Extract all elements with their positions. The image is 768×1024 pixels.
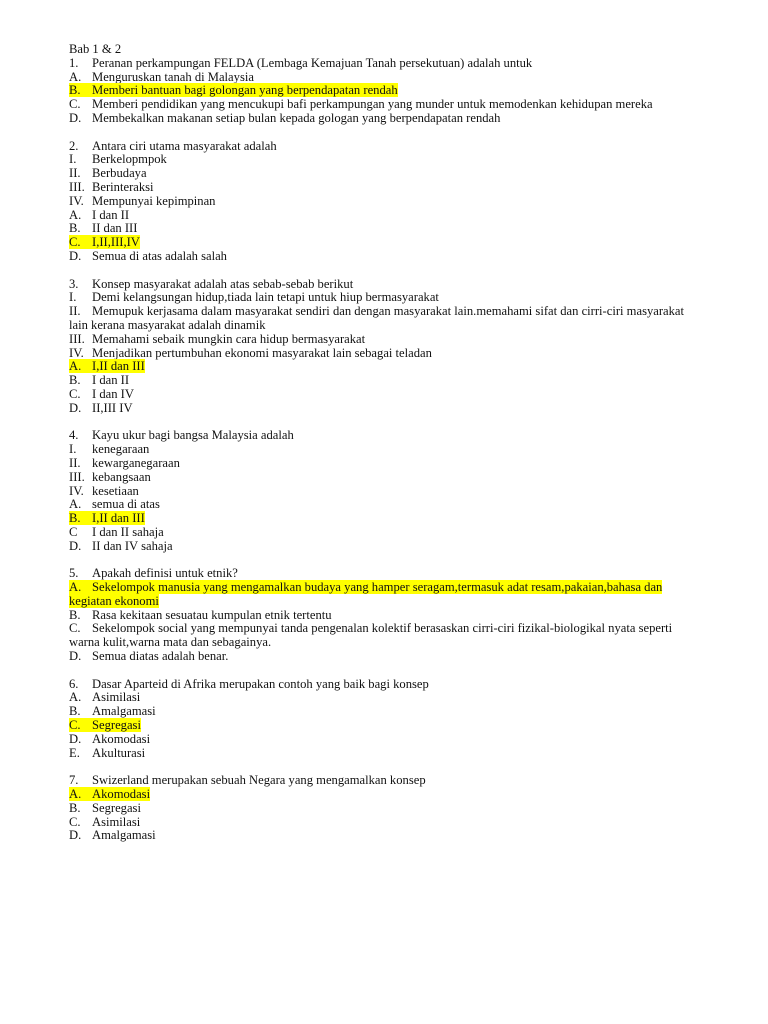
option-a-answer: A. Akomodasi — [69, 787, 151, 802]
statement-ii: II. Berbudaya — [69, 166, 147, 181]
question-stem: 5. Apakah definisi untuk etnik? — [69, 566, 238, 581]
option-d: D. Semua di atas adalah salah — [69, 248, 227, 263]
option-c-answer: C. I,II,III,IV — [69, 235, 140, 250]
question-stem: 4. Kayu ukur bagi bangsa Malaysia adalah — [69, 428, 294, 443]
statement-iv: IV. kesetiaan — [69, 483, 139, 498]
option-c: C I dan II sahaja — [69, 524, 164, 539]
option-b: B. Amalgamasi — [69, 704, 156, 719]
option-b-answer: B. Memberi bantuan bagi golongan yang berpendapatan rendah — [69, 83, 398, 98]
option-b-answer: B. I,II dan III — [69, 511, 145, 526]
statement-iii: III. kebangsaan — [69, 469, 151, 484]
option-a: A. Menguruskan tanah di Malaysia — [69, 69, 254, 84]
question-5 — [69, 567, 728, 664]
question-4 — [69, 429, 728, 553]
statement-iii: III. Berinteraksi — [69, 179, 154, 194]
statement-ii: II. Memupuk kerjasama dalam masyarakat sendiri dan dengan masyarakat lain.memahami sifat dan cirri-ciri masyarakat — [69, 304, 685, 319]
statement-ii: II. kewarganegaraan — [69, 455, 180, 470]
document-title: Bab 1 & 2 — [69, 42, 122, 56]
question-stem: 7. Swizerland merupakan sebuah Negara yang mengamalkan konsep — [69, 773, 426, 788]
option-c: C. Memberi pendidikan yang mencukupi bafi perkampungan yang munder untuk memodenkan kehidupan mereka — [69, 97, 653, 112]
option-b: B. I dan II — [69, 373, 130, 388]
question-2 — [69, 140, 728, 264]
option-a: A. Asimilasi — [69, 690, 141, 705]
question-7 — [69, 774, 728, 843]
option-d: D. Akomodasi — [69, 731, 151, 746]
statement-ii-continued: lain kerana masyarakat adalah dinamik — [69, 317, 266, 332]
question-6 — [69, 678, 728, 761]
option-c: C. I dan IV — [69, 386, 134, 401]
option-d: D. Amalgamasi — [69, 828, 156, 843]
option-d: D. Membekalkan makanan setiap bulan kepada gologan yang berpendapatan rendah — [69, 110, 501, 125]
question-stem: 6. Dasar Aparteid di Afrika merupakan contoh yang baik bagi konsep — [69, 676, 429, 691]
option-b: B. II dan III — [69, 221, 138, 236]
option-a-answer: A. Sekelompok manusia yang mengamalkan budaya yang hamper seragam,termasuk adat resam,pakaian,bahasa dan — [69, 580, 663, 595]
question-1 — [69, 57, 728, 126]
option-b: B. Segregasi — [69, 800, 141, 815]
option-c: C. Sekelompok social yang mempunyai tanda pengenalan kolektif berasaskan cirri-ciri fizikal-biologikal nyata seperti — [69, 621, 673, 636]
question-stem: 3. Konsep masyarakat adalah atas sebab-sebab berikut — [69, 276, 354, 291]
option-d: D. II,III IV — [69, 400, 133, 415]
statement-i: I. kenegaraan — [69, 442, 150, 457]
option-d: D. II dan IV sahaja — [69, 538, 173, 553]
option-e: E. Akulturasi — [69, 745, 146, 760]
statement-iv: IV. Mempunyai kepimpinan — [69, 193, 216, 208]
option-a: A. semua di atas — [69, 497, 160, 512]
question-3 — [69, 278, 728, 416]
option-a-answer-continued: kegiatan ekonomi — [69, 593, 159, 608]
option-c: C. Asimilasi — [69, 814, 141, 829]
statement-i: I. Demi kelangsungan hidup,tiada lain tetapi untuk hiup bermasyarakat — [69, 290, 439, 305]
option-a-answer: A. I,II dan III — [69, 359, 145, 374]
statement-iii: III. Memahami sebaik mungkin cara hidup bermasyarakat — [69, 331, 366, 346]
question-stem: 2. Antara ciri utama masyarakat adalah — [69, 138, 277, 153]
statement-i: I. Berkelopmpok — [69, 152, 167, 167]
statement-iv: IV. Menjadikan pertumbuhan ekonomi masyarakat lain sebagai teladan — [69, 345, 432, 360]
option-d: D. Semua diatas adalah benar. — [69, 649, 229, 664]
question-stem: 1. Peranan perkampungan FELDA (Lembaga Kemajuan Tanah persekutuan) adalah untuk — [69, 55, 533, 70]
option-c-continued: warna kulit,warna mata dan sebagainya. — [69, 635, 272, 650]
option-c-answer: C. Segregasi — [69, 718, 141, 733]
option-a: A. I dan II — [69, 207, 130, 222]
option-b: B. Rasa kekitaan sesuatau kumpulan etnik tertentu — [69, 607, 332, 622]
